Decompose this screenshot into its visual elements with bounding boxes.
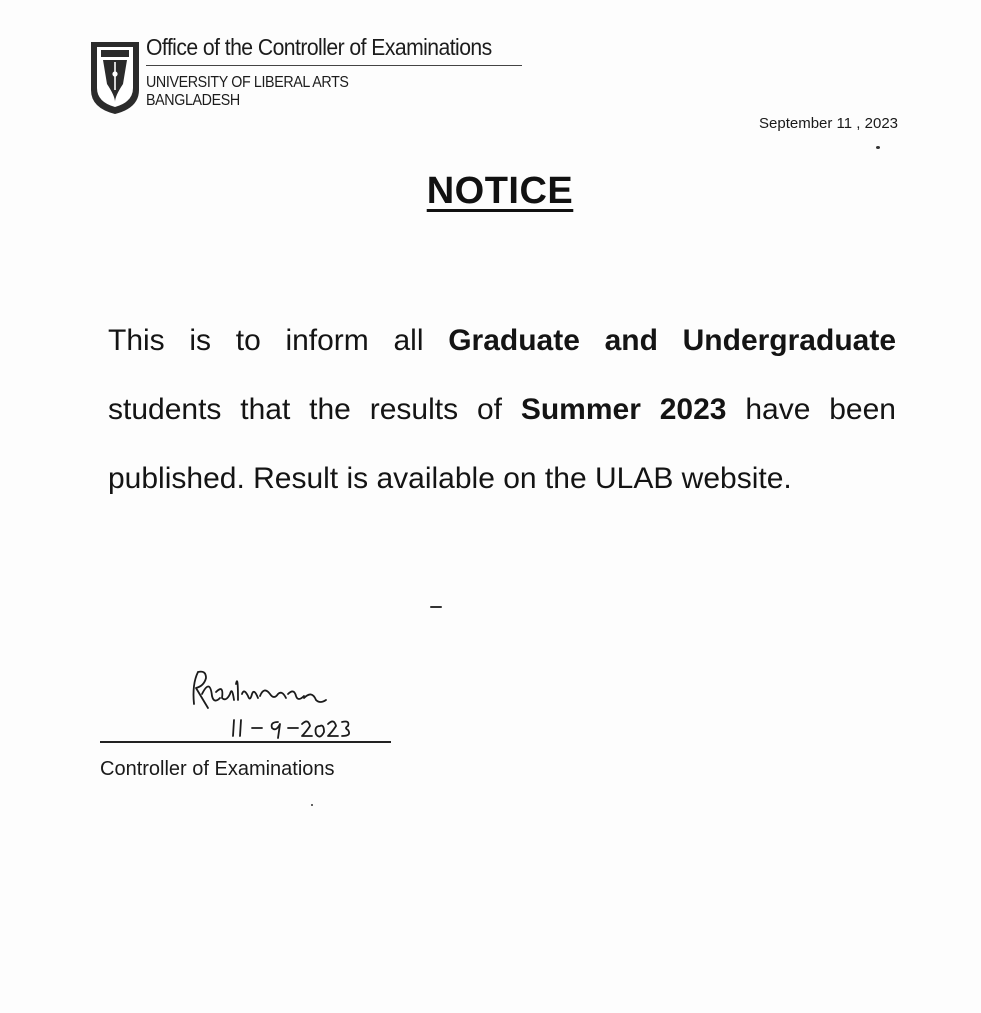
office-title: Office of the Controller of Examinations (146, 34, 492, 60)
scan-speck (430, 606, 442, 608)
body-text-part-2: students that the results of (108, 393, 521, 426)
scan-speck (311, 804, 313, 806)
signature-line (100, 741, 391, 743)
scan-speck (876, 146, 880, 149)
handwritten-signature (186, 664, 386, 744)
notice-date: September 11 , 2023 (759, 115, 898, 132)
university-logo-icon (89, 40, 141, 116)
notice-heading: NOTICE (426, 170, 574, 212)
body-bold-term: Summer 2023 (520, 393, 727, 426)
country-name: BANGLADESH (146, 92, 240, 109)
university-name: UNIVERSITY OF LIBERAL ARTS (146, 74, 349, 91)
notice-body (108, 306, 896, 513)
body-text-part-1: This is to inform all (108, 324, 449, 357)
header-divider (146, 65, 522, 66)
signatory-title: Controller of Examinations (100, 758, 335, 780)
body-bold-audience: Graduate and Undergraduate (448, 324, 896, 357)
body-text-part-3: have been published. Result is available on the ULAB website. (108, 393, 896, 495)
